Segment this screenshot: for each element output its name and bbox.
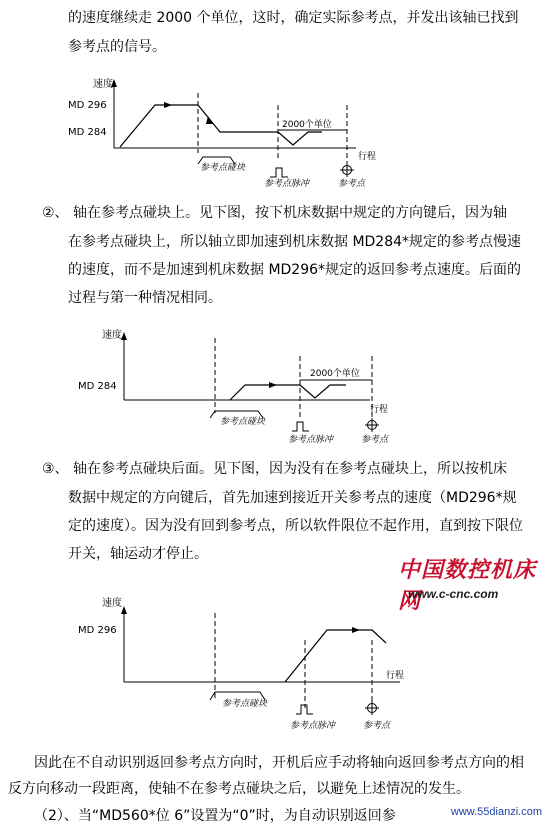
y-axis-label: 速度 xyxy=(102,598,122,609)
pulse-label: 参考点脉冲 xyxy=(290,721,336,731)
paragraph-line: 开关，轴运动才停止。 xyxy=(68,546,208,562)
paragraph-line: 过程与第一种情况相同。 xyxy=(68,290,222,306)
md284-label: MD 284 xyxy=(68,127,107,138)
paragraph-line: 反方向移动一段距离，使轴不在参考点碰块之后，以避免上述情况的发生。 xyxy=(8,781,470,797)
pulse-shape xyxy=(292,422,309,431)
velocity-curve xyxy=(230,385,346,400)
paragraph-line: 的速度继续走 2000 个单位，这时，确定实际参考点，并发出该轴已找到 xyxy=(68,10,519,26)
x-axis-label: 行程 xyxy=(386,671,405,681)
units-label: 2000个单位 xyxy=(310,369,360,379)
pulse-shape xyxy=(270,168,288,177)
diagram-3 xyxy=(60,588,410,738)
paragraph-line: 数据中规定的方向键后，首先加速到接近开关参考点的速度（MD296*规 xyxy=(68,490,517,506)
arrow-icon xyxy=(206,116,213,124)
ref-label: 参考点 xyxy=(363,721,391,731)
arrow-icon xyxy=(269,382,277,388)
x-axis-label: 行程 xyxy=(358,152,377,162)
paragraph-line: ②、 轴在参考点碰块上。见下图，按下机床数据中规定的方向键后，因为轴 xyxy=(42,205,507,221)
y-axis-label: 速度 xyxy=(93,79,113,90)
paragraph-line: 在参考点碰块上，所以轴立即加速到机床数据 MD284*规定的参考点慢速 xyxy=(68,234,522,250)
md296-label: MD 296 xyxy=(68,100,107,111)
paragraph-line: 参考点的信号。 xyxy=(68,39,166,55)
paragraph-line: （2）、当“MD560*位 6”设置为“0”时，为自动识别返回参 xyxy=(34,808,396,824)
md284-label: MD 284 xyxy=(78,381,117,392)
velocity-curve xyxy=(285,630,386,682)
x-axis-label: 行程 xyxy=(370,405,389,415)
dog-label: 参考点碰块 xyxy=(222,699,268,709)
logo-url: www.c-cnc.com xyxy=(408,587,499,601)
y-axis-label: 速度 xyxy=(102,330,122,341)
diagram-1 xyxy=(60,65,380,195)
site-logo xyxy=(398,553,550,615)
watermark: www.55dianzi.com xyxy=(450,806,542,818)
logo-title: 中国数控机床网 xyxy=(398,557,537,614)
paragraph-line: ③、 轴在参考点碰块后面。见下图，因为没有在参考点碰块上，所以按机床 xyxy=(42,461,507,477)
paragraph-line: 的速度，而不是加速到机床数据 MD296*规定的返回参考点速度。后面的 xyxy=(68,262,522,278)
arrow-icon xyxy=(352,627,360,633)
pulse-label: 参考点脉冲 xyxy=(288,435,334,445)
ref-label: 参考点 xyxy=(361,435,389,445)
diagram-2 xyxy=(60,318,400,448)
dog-label: 参考点碰块 xyxy=(200,163,246,173)
pulse-label: 参考点脉冲 xyxy=(264,179,310,189)
ref-label: 参考点 xyxy=(338,179,366,189)
paragraph-line: 定的速度）。因为没有回到参考点，所以软件限位不起作用，直到按下限位 xyxy=(68,518,523,534)
units-label: 2000个单位 xyxy=(282,120,332,130)
dog-label: 参考点碰块 xyxy=(220,417,266,427)
arrow-icon xyxy=(164,102,172,108)
md296-label: MD 296 xyxy=(78,625,117,636)
paragraph-line: 因此在不自动识别返回参考点方向时，开机后应手动将轴向返回参考点方向的相 xyxy=(34,755,524,771)
